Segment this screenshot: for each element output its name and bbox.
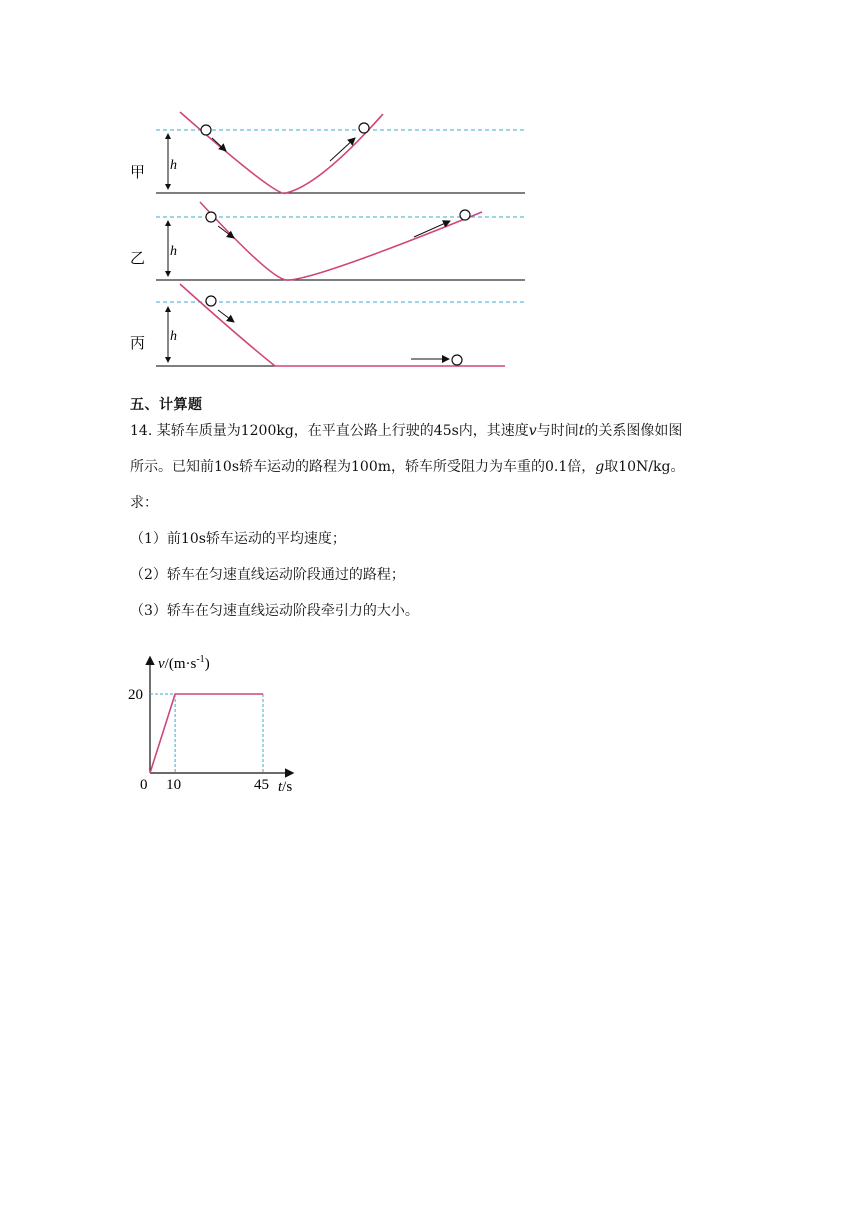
height-label: h: [170, 329, 177, 344]
y-axis-label: $v/(m\cdot s^{-1})$: [158, 654, 210, 672]
var-g: g: [595, 459, 605, 475]
height-label: h: [170, 158, 177, 173]
x-axis-label: t/s: [278, 779, 293, 795]
ball-end: [460, 210, 470, 220]
panel-jia: [156, 112, 525, 194]
stem-text: 所示。已知前10s轿车运动的路程为100m，轿车所受阻力为车重的0.1倍，: [130, 459, 596, 475]
motion-arrow: [212, 138, 226, 151]
panel-label-bing: 丙: [130, 334, 146, 352]
sub-question-2: （2）轿车在匀速直线运动阶段通过的路程；: [130, 567, 405, 583]
question-ask: 求：: [130, 495, 158, 511]
motion-arrow: [218, 226, 234, 238]
y-tick-label: 20: [128, 687, 143, 703]
var-v: v: [528, 423, 537, 439]
panel-yi: [156, 202, 525, 280]
panel-label-jia: 甲: [130, 163, 146, 181]
x-tick-label: 45: [254, 777, 269, 793]
ball-end: [452, 355, 462, 365]
panel-label-yi: 乙: [130, 249, 146, 267]
motion-arrow: [330, 138, 355, 161]
ball-start: [206, 212, 216, 222]
panel-bing: [156, 284, 525, 366]
question-stem-line2: [130, 458, 730, 476]
tracks-figure: [120, 100, 540, 380]
sub-question-3: （3）轿车在匀速直线运动阶段牵引力的大小。: [130, 603, 419, 619]
unit-superscript: -1: [196, 654, 205, 665]
sub-question-1: （1）前10s轿车运动的平均速度；: [130, 531, 346, 547]
question-number: 14.: [130, 423, 153, 439]
chart-ticks: [128, 687, 269, 793]
var-t: t: [578, 423, 585, 439]
track-curve: [180, 112, 383, 194]
x-tick-label: 10: [166, 777, 182, 793]
height-label: h: [170, 244, 177, 259]
velocity-series-line: [150, 694, 263, 773]
stem-text: 与时间: [536, 423, 579, 439]
ball-end: [359, 123, 369, 133]
origin-label: 0: [140, 777, 148, 793]
question-stem-line1: [130, 422, 730, 440]
stem-text: 取10N/kg。: [604, 459, 685, 475]
velocity-time-chart: [128, 646, 308, 798]
section-heading: 五、计算题: [130, 397, 203, 413]
stem-text: 的关系图像如图: [584, 423, 683, 439]
ball-start: [201, 125, 211, 135]
stem-text: 某轿车质量为1200kg，在平直公路上行驶的45s内，其速度: [156, 423, 529, 439]
track-curve: [200, 202, 482, 280]
ball-start: [206, 296, 216, 306]
motion-arrow: [414, 221, 450, 237]
track-curve: [180, 284, 505, 366]
chart-guides: [150, 694, 263, 773]
